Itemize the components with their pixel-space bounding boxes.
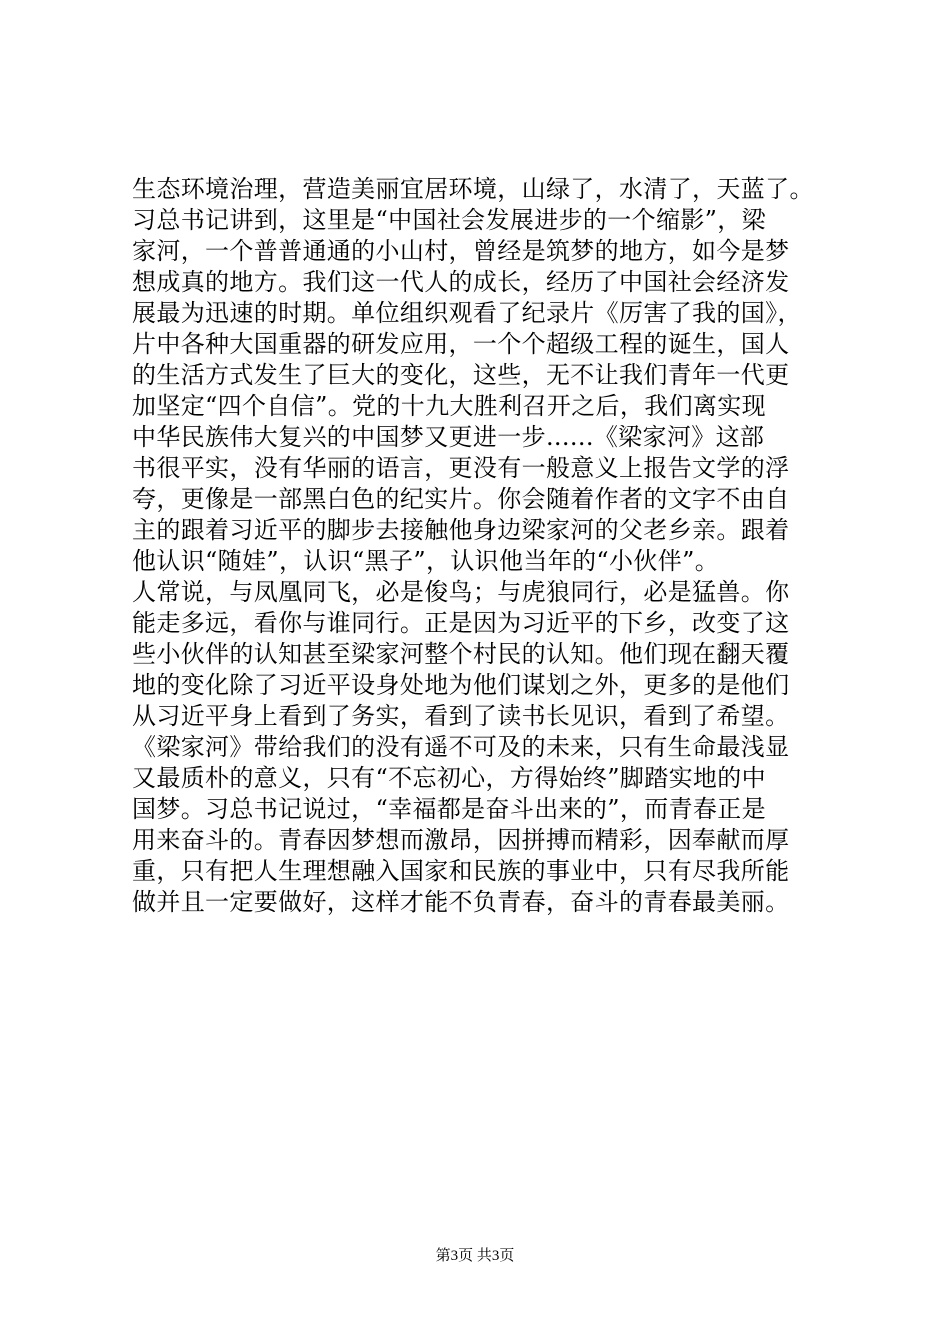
page-number-footer: 第3页 共3页 (435, 1248, 515, 1264)
text-line: 他认识“随娃”，认识“黑子”，认识他当年的“小伙伴”。 (132, 547, 720, 575)
body-text (132, 174, 832, 918)
text-line: 做并且一定要做好，这样才能不负青春，奋斗的青春最美丽。 (132, 888, 790, 916)
text-line: 国梦。习总书记说过，“幸福都是奋斗出来的”，而青春正是 (132, 795, 766, 823)
text-line: 《梁家河》带给我们的没有遥不可及的未来，只有生命最浅显 (132, 733, 790, 761)
text-line: 书很平实，没有华丽的语言，更没有一般意义上报告文学的浮 (132, 454, 790, 482)
text-line: 重，只有把人生理想融入国家和民族的事业中，只有尽我所能 (132, 857, 790, 885)
text-line: 想成真的地方。我们这一代人的成长，经历了中国社会经济发 (132, 268, 790, 296)
text-line: 从习近平身上看到了务实，看到了读书长见识，看到了希望。 (132, 702, 790, 730)
text-line: 地的变化除了习近平设身处地为他们谋划之外，更多的是他们 (132, 671, 790, 699)
text-line: 展最为迅速的时期。单位组织观看了纪录片《厉害了我的国》， (132, 299, 802, 327)
text-line: 用来奋斗的。青春因梦想而激昂，因拼搏而精彩，因奉献而厚 (132, 826, 790, 854)
text-line: 主的跟着习近平的脚步去接触他身边梁家河的父老乡亲。跟着 (132, 516, 790, 544)
text-line: 能走多远，看你与谁同行。正是因为习近平的下乡，改变了这 (132, 609, 790, 637)
text-line: 加坚定“四个自信”。党的十九大胜利召开之后，我们离实现 (132, 392, 766, 420)
text-line: 的生活方式发生了巨大的变化，这些，无不让我们青年一代更 (132, 361, 790, 389)
text-line: 些小伙伴的认知甚至梁家河整个村民的认知。他们现在翻天覆 (132, 640, 790, 668)
text-line: 夸，更像是一部黑白色的纪实片。你会随着作者的文字不由自 (132, 485, 790, 513)
text-line: 生态环境治理，营造美丽宜居环境，山绿了，水清了，天蓝了。 (132, 175, 814, 203)
text-line: 习总书记讲到，这里是“中国社会发展进步的一个缩影”，梁 (132, 206, 766, 234)
text-line: 中华民族伟大复兴的中国梦又更进一步......《梁家河》这部 (132, 423, 765, 451)
text-line: 家河，一个普普通通的小山村，曾经是筑梦的地方，如今是梦 (132, 237, 790, 265)
text-line: 人常说，与凤凰同飞，必是俊鸟；与虎狼同行，必是猛兽。你 (132, 578, 790, 606)
text-line: 又最质朴的意义，只有“不忘初心，方得始终”脚踏实地的中 (132, 764, 766, 792)
text-line: 片中各种大国重器的研发应用，一个个超级工程的诞生，国人 (132, 330, 790, 358)
